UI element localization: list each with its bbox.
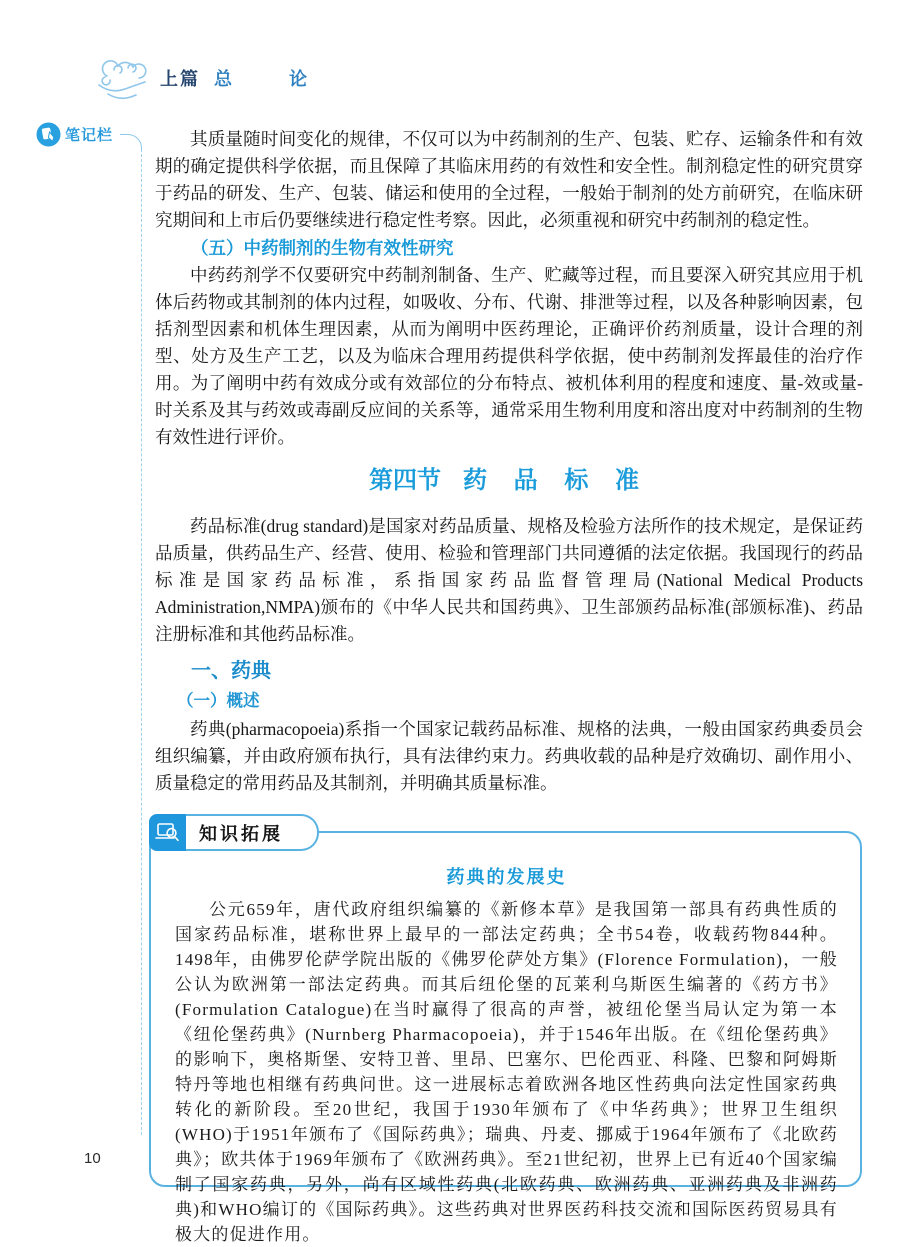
section-title — [155, 465, 863, 497]
page-header — [92, 50, 333, 106]
notes-column-tag — [36, 122, 113, 147]
section-number: 第四节 — [368, 467, 441, 494]
knowledge-box-title: 药典的发展史 — [446, 867, 567, 887]
knowledge-box-body: 公元659年，唐代政府组织编纂的《新修本草》是我国第一部具有药典性质的国家药品标准，堪称世界上最早的一部法定药典；全书54卷，收载药物844种。1498年，由佛罗伦萨学院出版的《佛罗伦萨处方集》(Florence Formulation)，一般公认为欧洲第一部法定药典。而其后纽伦堡的瓦莱利乌斯医生编著的《药方书》(Formulation Catalogue)在当时赢得了很高的声誉，被纽伦堡当局认定为第一本《纽伦堡药典》(Nurnberg Pharmacopoeia)，并于1546年出版。在《纽伦堡药典》的影响下，奥格斯堡、安特卫普、里昂、巴塞尔、巴伦西亚、科隆、巴黎和阿姆斯特丹等地也相继有药典问世。这一进展标志着欧洲各地区性药典向法定性国家药典转化的新阶段。至20世纪，我国于1930年颁布了《中华药典》；世界卫生组织(WHO)于1951年颁布了《国际药典》；瑞典、丹麦、挪威于1964年颁布了《北欧药典》；欧共体于1969年颁布了《欧洲药典》。至21世纪初，世界上已有近40个国家编制了国家药典，另外，尚有区域性药典(北欧药典、欧洲药典、亚洲药典及非洲药典)和WHO编订的《国际药典》。这些药典对世界医药科技交流和国际医药贸易具有极大的促进作用。 — [175, 900, 838, 1244]
notes-rule-corner — [120, 134, 142, 150]
knowledge-expansion-box — [149, 823, 862, 1244]
knowledge-box-tab-label: 知识拓展 — [186, 814, 319, 851]
paragraph-bioavailability: 中药药剂学不仅要研究中药制剂制备、生产、贮藏等过程，而且要深入研究其应用于机体后药物或其制剂的体内过程，如吸收、分布、代谢、排泄等过程，以及各种影响因素，包括剂型因素和机体生理因素，从而为阐明中医药理论，正确评价药剂质量，设计合理的剂型、处方及生产工艺，以及为临床合理用药提供科学依据，使中药制剂发挥最佳的治疗作用。为了阐明中药有效成分或有效部位的分布特点、被机体利用的程度和速度、量-效或量-时关系及其与药效或毒副反应间的关系等，通常采用生物利用度和溶出度对中药制剂的生物有效性进行评价。 — [155, 265, 863, 447]
notes-column-rule — [141, 149, 142, 1135]
part-label: 上篇 — [160, 69, 200, 89]
paragraph-drug-standard: 药品标准(drug standard)是国家对药品质量、规格及检验方法所作的技术规定，是保证药品质量，供药品生产、经营、使用、检验和管理部门共同遵循的法定依据。我国现行的药品标准是国家药品标准，系指国家药品监督管理局(National Medical Products Administration,NMPA)颁布的《中华人民共和国药典》、卫生部颁药品标准(部颁标准)、药品注册标准和其他药品标准。 — [155, 516, 863, 644]
paragraph-stability: 其质量随时间变化的规律，不仅可以为中药制剂的生产、包装、贮存、运输条件和有效期的确定提供科学依据，而且保障了其临床用药的有效性和安全性。制剂稳定性的研究贯穿于药品的研发、生产、包装、储运和使用的全过程，一般始于制剂的处方前研究，在临床研究期间和上市后仍要继续进行稳定性考察。因此，必须重视和研究中药制剂的稳定性。 — [155, 129, 863, 230]
heading-overview: （一）概述 — [177, 692, 260, 710]
running-section-title: 总 论 — [214, 69, 334, 89]
subheading-bioavailability: （五）中药制剂的生物有效性研究 — [191, 238, 454, 258]
knowledge-box-tab — [149, 814, 319, 851]
cloud-motif-icon — [92, 50, 152, 106]
section-name: 药 品 标 准 — [462, 467, 649, 494]
notes-column-label: 笔记栏 — [65, 127, 114, 144]
laptop-magnifier-icon — [149, 814, 186, 851]
note-pen-icon — [36, 122, 61, 147]
paragraph-overview: 药典(pharmacopoeia)系指一个国家记载药品标准、规格的法典，一般由国家药典委员会组织编纂，并由政府颁布执行，具有法律约束力。药典收载的品种是疗效确切、副作用小、质量稳定的常用药品及其制剂，并明确其质量标准。 — [155, 719, 863, 793]
page-number: 10 — [84, 1150, 101, 1167]
main-text-column — [155, 126, 863, 1244]
heading-pharmacopoeia: 一、药典 — [191, 660, 271, 682]
